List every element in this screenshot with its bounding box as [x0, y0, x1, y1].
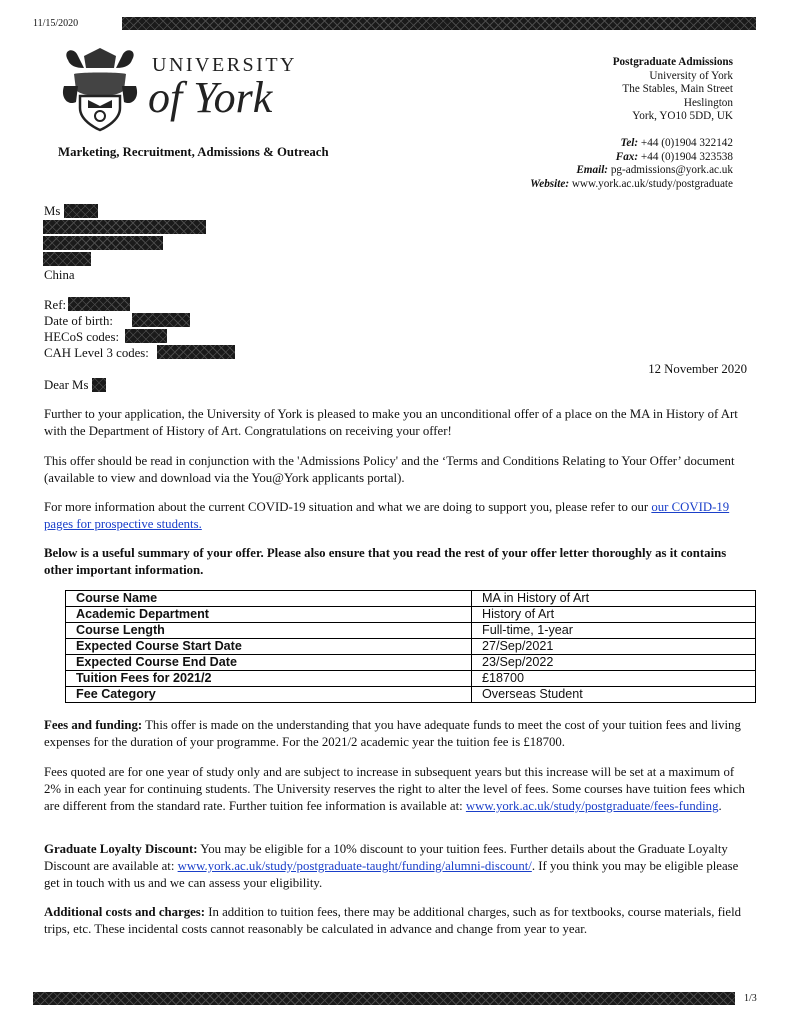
tel-label: Tel:	[620, 136, 639, 149]
table-row	[66, 639, 756, 655]
table-key: Expected Course Start Date	[66, 639, 472, 655]
redacted-header	[122, 17, 756, 30]
fees-funding-link[interactable]: www.york.ac.uk/study/postgraduate/fees-funding	[465, 799, 719, 813]
recipient-salutation: Ms	[44, 204, 61, 218]
alumni-discount-link[interactable]: www.york.ac.uk/study/postgraduate-taught/funding/alumni-discount/	[177, 859, 532, 873]
table-key: Fee Category	[66, 687, 472, 703]
print-date: 11/15/2020	[33, 18, 79, 29]
table-row	[66, 623, 756, 639]
dob-label: Date of birth:	[44, 314, 113, 328]
cah-label: CAH Level 3 codes:	[44, 346, 149, 360]
table-key: Course Length	[66, 623, 472, 639]
redacted-cah	[157, 345, 235, 359]
recipient-country: China	[44, 268, 75, 282]
table-key: Tuition Fees for 2021/2	[66, 671, 472, 687]
paragraph-costs	[44, 904, 749, 938]
table-value: History of Art	[472, 607, 756, 623]
redacted-footer	[33, 992, 735, 1005]
redacted-dob	[132, 313, 190, 327]
address-line2: The Stables, Main Street	[622, 83, 733, 96]
covid-link[interactable]: our COVID-19 pages for prospective students.	[44, 500, 730, 531]
address-line3: Heslington	[683, 96, 733, 109]
fees-label: Fees and funding:	[44, 718, 143, 732]
fax-value: +44 (0)1904 323538	[640, 150, 733, 163]
redacted-greeting-name	[92, 378, 106, 392]
department-name: Marketing, Recruitment, Admissions & Outreach	[58, 145, 329, 159]
table-key: Course Name	[66, 591, 472, 607]
table-row	[66, 671, 756, 687]
table-value: £18700	[472, 671, 756, 687]
redacted-ref	[68, 297, 130, 311]
email-value: pg-admissions@york.ac.uk	[610, 164, 733, 177]
paragraph-conjunction: This offer should be read in conjunction with the 'Admissions Policy' and the ‘Terms and Conditions Relating to Your Offer’ document (available to view and download via the You@York applicants portal).	[44, 454, 735, 485]
tel-value: +44 (0)1904 322142	[640, 136, 733, 149]
paragraph-fees-quoted: Fees quoted are for one year of study only and are subject to increase in subsequent years but this increase will be set at a maximum of 2% in each year for continuing students. The University reserves the right to alter the level of fees. Some courses have tuition fees which are different from the standard rate. Further tuition fee information is available at: www.york.ac.uk/study/postgraduate/fees-funding.	[44, 765, 745, 813]
redacted-address-2	[43, 236, 163, 250]
loyalty-text-2: . If you think you may be eligible please get in touch with us and we can assess your eligibility.	[44, 859, 739, 890]
table-row	[66, 687, 756, 703]
table-row	[66, 655, 756, 671]
costs-label: Additional costs and charges:	[44, 905, 206, 919]
table-row	[66, 607, 756, 623]
address-line4: York, YO10 5DD, UK	[632, 110, 733, 123]
loyalty-text-1: You may be eligible for a 10% discount to your tuition fees. Further details about the Graduate Loyalty Discount are available at:	[44, 842, 728, 873]
fees-quoted-text: Fees quoted are for one year of study only and are subject to increase in subsequent years but this increase will be set at a maximum of 2% in each year for continuing students. The University reserves the right to alter the level of fees. Some courses have tuition fees which are different from the standard rate. Further tuition fee information is available at:	[44, 765, 745, 813]
offer-summary-table	[65, 590, 756, 703]
address-line1: University of York	[649, 69, 733, 82]
paragraph-loyalty	[44, 841, 749, 892]
table-key: Academic Department	[66, 607, 472, 623]
table-value: 27/Sep/2021	[472, 639, 756, 655]
logo-york-text: of York	[148, 73, 273, 122]
logo-university-text: UNIVERSITY	[152, 54, 297, 76]
costs-text: In addition to tuition fees, there may be additional charges, such as for textbooks, course materials, field trips, etc. These incidental costs cannot reasonably be calculated in advance and change from year to year.	[44, 905, 742, 936]
paragraph-offer: Further to your application, the University of York is pleased to make you an unconditional offer of a place on the MA in History of Art with the Department of History of Art. Congratulations on receiving your offer!	[44, 407, 738, 438]
address-title: Postgraduate Admissions	[612, 56, 733, 68]
university-crest-icon	[60, 46, 140, 132]
redacted-address-1	[43, 220, 206, 234]
hecos-label: HECoS codes:	[44, 330, 120, 344]
table-value: 23/Sep/2022	[472, 655, 756, 671]
website-label: Website:	[530, 177, 570, 190]
page-number: 1/3	[744, 993, 757, 1004]
loyalty-label: Graduate Loyalty Discount:	[44, 842, 198, 856]
redacted-hecos	[125, 329, 167, 343]
redacted-name	[64, 204, 98, 218]
table-row	[66, 591, 756, 607]
table-value: MA in History of Art	[472, 591, 756, 607]
summary-intro: Below is a useful summary of your offer. Please also ensure that you read the rest of your offer letter thoroughly as it contains other important information.	[44, 546, 727, 577]
table-value: Overseas Student	[472, 687, 756, 703]
ref-label: Ref:	[44, 298, 67, 312]
greeting: Dear Ms	[44, 378, 89, 392]
covid-text: For more information about the current COVID-19 situation and what we are doing to support you, please refer to our	[44, 500, 652, 514]
letter-date: 12 November 2020	[648, 362, 747, 376]
table-key: Expected Course End Date	[66, 655, 472, 671]
paragraph-fees	[44, 717, 749, 751]
fax-label: Fax:	[615, 150, 639, 163]
table-value: Full-time, 1-year	[472, 623, 756, 639]
address-block	[530, 56, 733, 191]
email-label: Email:	[576, 164, 609, 177]
fees-text: This offer is made on the understanding that you have adequate funds to meet the cost of your tuition fees and living expenses for the duration of your programme. For the 2021/2 academic year the tuition fee is £18700.	[44, 718, 741, 749]
redacted-address-3	[43, 252, 91, 266]
website-value: www.york.ac.uk/study/postgraduate	[571, 177, 733, 190]
paragraph-covid	[44, 499, 749, 533]
